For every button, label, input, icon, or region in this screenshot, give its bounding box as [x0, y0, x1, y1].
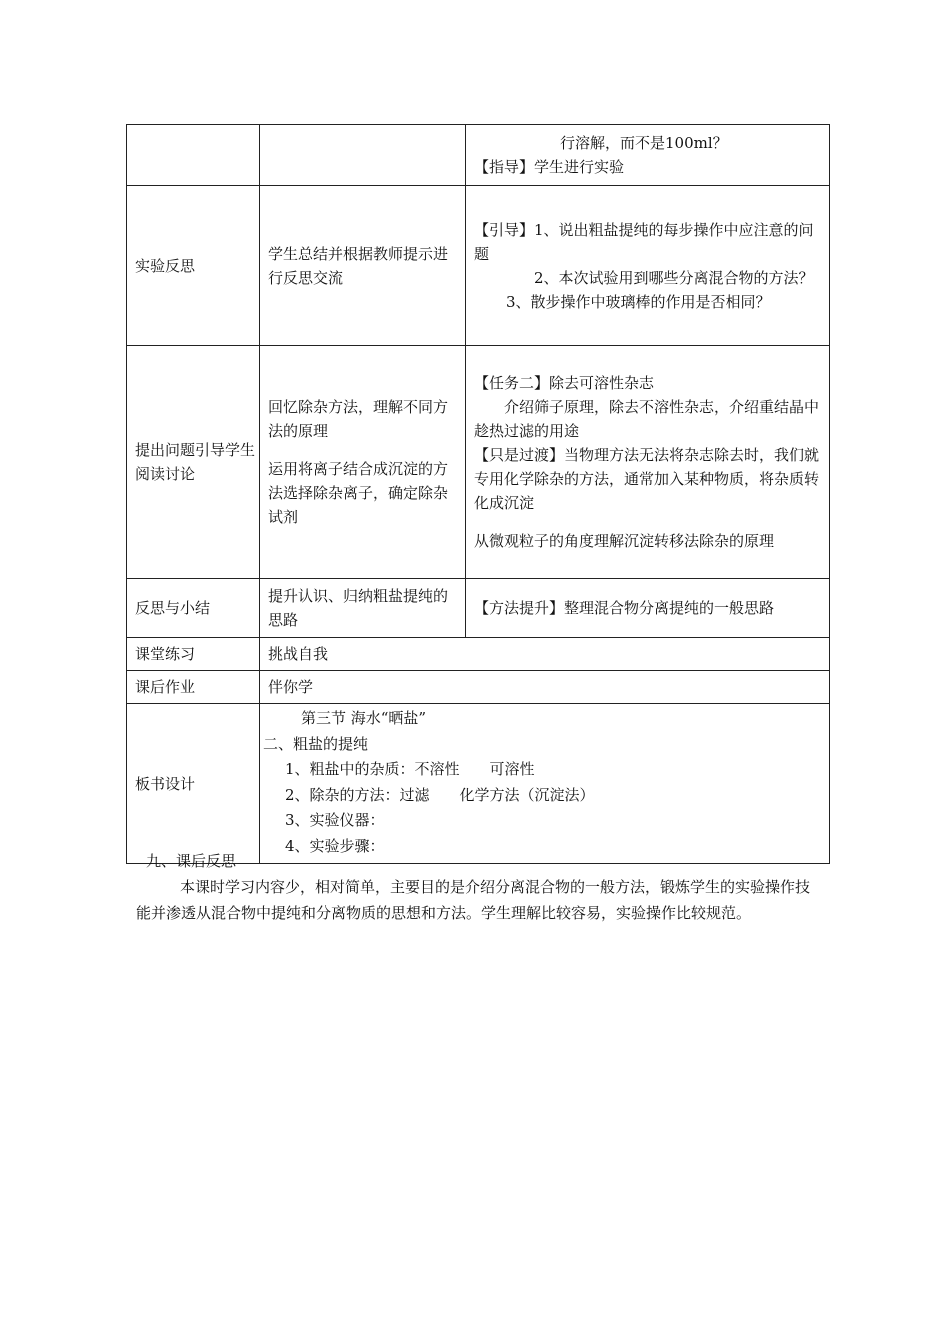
- section-paragraph: 本课时学习内容少，相对简单，主要目的是介绍分离混合物的一般方法，锻炼学生的实验操作技能并渗透从混合物中提纯和分离物质的思想和方法。学生理解比较容易，实验操作比较规范。: [136, 878, 811, 922]
- board-design-cell: [260, 704, 830, 864]
- stage-cell: 反思与小结: [127, 579, 260, 638]
- stage-cell: [127, 125, 260, 186]
- section-heading: 九、课后反思: [146, 852, 237, 870]
- text-line: 【指导】学生进行实验: [474, 158, 625, 176]
- stage-cell: 实验反思: [127, 186, 260, 346]
- text-block: 【引导】1、说出粗盐提纯的每步操作中应注意的问题: [474, 220, 814, 263]
- student-activity-cell: [260, 186, 466, 346]
- board-line: 2、除杂的方法：过滤 化学方法（沉淀法）: [285, 785, 595, 804]
- student-activity-cell: [260, 346, 466, 579]
- text-block: 从微观粒子的角度理解沉淀转移法除杂的原理: [474, 532, 775, 550]
- teacher-activity-cell: [466, 125, 830, 186]
- text-line: 行溶解，而不是100ml？: [560, 134, 728, 152]
- table-row: [127, 638, 830, 671]
- content-cell: 挑战自我: [260, 638, 830, 671]
- board-line: 4、实验步骤：: [285, 836, 385, 855]
- content-cell: 伴你学: [260, 671, 830, 704]
- stage-cell: 提出问题引导学生阅读讨论: [127, 346, 260, 579]
- text-block: 介绍筛子原理，除去不溶性杂志，介绍重结晶中趁热过滤的用途: [474, 398, 820, 440]
- table-row: [127, 125, 830, 186]
- text-block: 【只是过渡】当物理方法无法将杂志除去时，我们就专用化学除杂的方法，通常加入某种物质，将杂质转化成沉淀: [474, 446, 820, 512]
- text-block: 2、本次试验用到哪些分离混合物的方法？: [534, 268, 814, 287]
- student-activity-cell: 提升认识、归纳粗盐提纯的思路: [260, 579, 466, 638]
- text-block: 运用将离子结合成沉淀的方法选择除杂离子，确定除杂试剂: [268, 460, 449, 526]
- board-line: 1、粗盐中的杂质：不溶性 可溶性: [285, 760, 535, 778]
- student-activity-cell: [260, 125, 466, 186]
- table-row: [127, 579, 830, 638]
- text-block: 【任务二】除去可溶性杂志: [474, 374, 655, 392]
- table-row: [127, 704, 830, 864]
- lesson-plan-table: [126, 124, 830, 864]
- reflection-section: [126, 848, 816, 926]
- board-title: 第三节 海水“晒盐”: [301, 709, 427, 727]
- stage-cell: 课后作业: [127, 671, 260, 704]
- teacher-activity-cell: [466, 186, 830, 346]
- teacher-activity-cell: 【方法提升】整理混合物分离提纯的一般思路: [466, 579, 830, 638]
- table-row: [127, 671, 830, 704]
- table-row: [127, 186, 830, 346]
- teacher-activity-cell: [466, 346, 830, 579]
- text-block: 3、散步操作中玻璃棒的作用是否相同？: [506, 292, 771, 311]
- text-block: 回忆除杂方法，理解不同方法的原理: [268, 398, 449, 440]
- stage-cell: 课堂练习: [127, 638, 260, 671]
- stage-cell: 板书设计: [127, 704, 260, 864]
- text-block: 学生总结并根据教师提示进行反思交流: [268, 244, 449, 287]
- table-row: [127, 346, 830, 579]
- board-line: 二、粗盐的提纯: [263, 734, 369, 753]
- board-line: 3、实验仪器：: [285, 811, 385, 829]
